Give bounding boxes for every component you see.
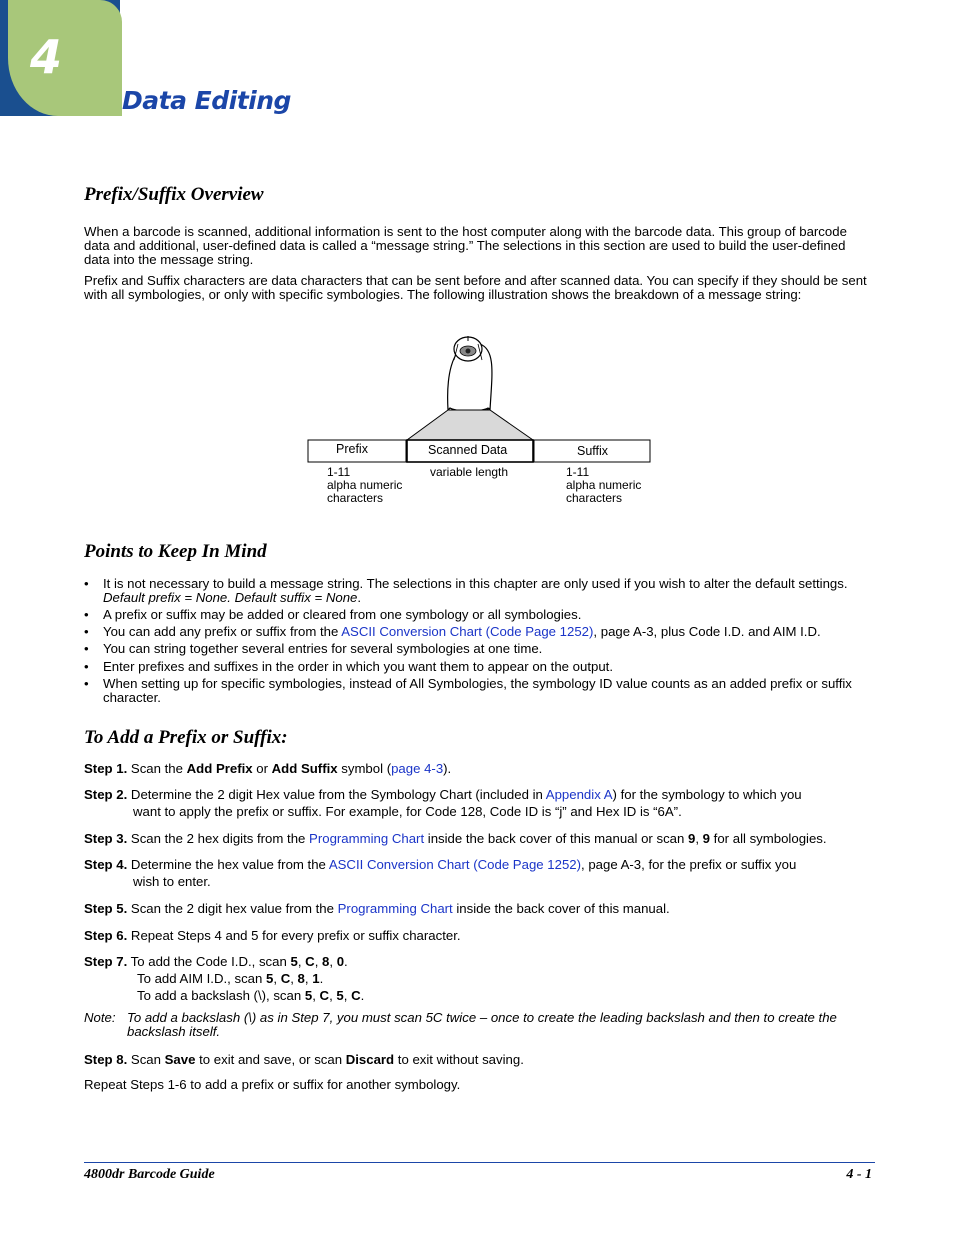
step-text: inside the back cover of this manual.	[452, 901, 670, 916]
diagram-prefix-desc2: characters	[327, 491, 384, 505]
diagram-suffix-label: Suffix	[577, 444, 609, 458]
code-9: 9	[688, 831, 696, 846]
list-item: • Enter prefixes and suffixes in the order in which you want them to appear on the output.	[84, 660, 874, 676]
bullet-text: You can string together several entries for several symbologies at one time.	[103, 641, 543, 656]
footer-rule	[84, 1162, 875, 1163]
code-char: C	[351, 988, 361, 1003]
list-item: • You can string together several entries for several symbologies at one time.	[84, 642, 874, 658]
step-8	[84, 1051, 874, 1068]
code-char: 8	[297, 971, 305, 986]
note-label: Note:	[84, 1010, 116, 1025]
step-text: Determine the 2 digit Hex value from the Symbology Chart (included in	[127, 787, 546, 802]
step-label: Step 6.	[84, 928, 128, 943]
section-heading-prefix-suffix-overview: Prefix/Suffix Overview	[84, 184, 264, 205]
ascii-conversion-chart-link[interactable]: ASCII Conversion Chart (Code Page 1252)	[328, 857, 582, 872]
diagram-prefix-range: 1-11	[327, 465, 351, 479]
diagram-suffix-desc1: alpha numeric	[566, 478, 642, 492]
discard-term: Discard	[345, 1052, 395, 1067]
diagram-scanned-data-label: Scanned Data	[428, 443, 508, 457]
step-text: to exit and save, or scan	[195, 1052, 346, 1067]
step-1	[84, 760, 874, 777]
step-label: Step 3.	[84, 831, 128, 846]
step-text: To add the Code I.D., scan	[127, 954, 291, 969]
step-6	[84, 927, 874, 944]
add-prefix-term: Add Prefix	[186, 761, 253, 776]
step-text: want to apply the prefix or suffix. For example, for Code 128, Code ID is “j” and Hex ID is “6A”.	[133, 804, 682, 819]
bullet-text: .	[357, 590, 362, 605]
add-suffix-term: Add Suffix	[271, 761, 338, 776]
step-text: for all symbologies.	[710, 831, 827, 846]
appendix-a-link[interactable]: Appendix A	[545, 787, 613, 802]
scanner-icon	[448, 336, 492, 413]
chapter-title: Data Editing	[122, 86, 291, 115]
step-text: To add a backslash (\), scan	[137, 988, 305, 1003]
code-char: 1	[312, 971, 320, 986]
step-3	[84, 830, 874, 847]
code-char: 5	[290, 954, 298, 969]
bullet-text: You can add any prefix or suffix from the	[103, 624, 342, 639]
step-label: Step 2.	[84, 787, 128, 802]
step-text: Determine the hex value from the	[127, 857, 329, 872]
list-item: • You can add any prefix or suffix from the ASCII Conversion Chart (Code Page 1252), page A-3, plus Code I.D. and AIM I.D.	[84, 624, 821, 639]
step-text: To add AIM I.D., scan	[137, 971, 267, 986]
programming-chart-link[interactable]: Programming Chart	[337, 901, 453, 916]
step-label: Step 7.	[84, 954, 128, 969]
step-5	[84, 900, 874, 917]
note-text: To add a backslash (\) as in Step 7, you must scan 5C twice – once to create the leading backslash and then to create the backslash itself.	[127, 1010, 837, 1039]
list-item: • A prefix or suffix may be added or cleared from one symbology or all symbologies.	[84, 608, 874, 624]
ascii-conversion-chart-link[interactable]: ASCII Conversion Chart (Code Page 1252)	[341, 624, 594, 639]
step-text: ) for the symbology to which you	[612, 787, 802, 802]
step-text: inside the back cover of this manual or scan	[424, 831, 688, 846]
code-char: C	[280, 971, 291, 986]
diagram-suffix-desc2: characters	[566, 491, 623, 505]
code-9: 9	[702, 831, 711, 846]
bullet-text: A prefix or suffix may be added or cleared from one symbology or all symbologies.	[103, 607, 582, 622]
overview-paragraph-1: When a barcode is scanned, additional information is sent to the host computer along with the barcode data. This group of barcode data and additional, user-defined data is called a “message string.” The selections in this section are used to build the user-defined data into the message string.	[84, 224, 847, 267]
diagram-prefix-desc1: alpha numeric	[327, 478, 403, 492]
step-text: , page A-3, for the prefix or suffix you	[581, 857, 797, 872]
repeat-instructions: Repeat Steps 1-6 to add a prefix or suffix for another symbology.	[84, 1077, 461, 1092]
programming-chart-link[interactable]: Programming Chart	[309, 831, 425, 846]
step-text: ,	[695, 831, 703, 846]
bullet-text: Enter prefixes and suffixes in the order in which you want them to appear on the output.	[103, 659, 613, 674]
bullet-text: When setting up for specific symbologies, instead of All Symbologies, the symbology ID value counts as an added prefix or suffix character.	[103, 676, 852, 705]
chapter-number: 4	[30, 30, 63, 84]
step-2	[84, 786, 874, 820]
step-text: to exit without saving.	[394, 1052, 524, 1067]
section-heading-points-to-keep-in-mind: Points to Keep In Mind	[84, 541, 267, 562]
step-text: Scan	[127, 1052, 165, 1067]
bullet-text: It is not necessary to build a message string. The selections in this chapter are only used if you wish to alter the default settings.	[103, 576, 848, 591]
page-4-3-link[interactable]: page 4-3	[391, 761, 444, 776]
step-text: ).	[443, 761, 452, 776]
section-heading-to-add-prefix-or-suffix: To Add a Prefix or Suffix:	[84, 727, 288, 748]
code-char: C	[305, 954, 315, 969]
overview-paragraph-2: Prefix and Suffix characters are data characters that can be sent before and after scanned data. You can specify if they should be sent with all symbologies, or only with specific symbologies. The following illustration shows the breakdown of a message string:	[84, 273, 867, 302]
list-item: • When setting up for specific symbologies, instead of All Symbologies, the symbology ID value counts as an added prefix or suffix character.	[84, 677, 874, 707]
code-char: C	[319, 988, 330, 1003]
step-label: Step 8.	[84, 1052, 128, 1067]
step-text: or	[252, 761, 272, 776]
footer-guide-title: 4800dr Barcode Guide	[84, 1167, 215, 1182]
step-text: symbol (	[337, 761, 392, 776]
step-label: Step 1.	[84, 761, 128, 776]
note	[84, 1011, 874, 1039]
bullet-text: , page A-3, plus Code I.D. and AIM I.D.	[593, 624, 821, 639]
step-text: Repeat Steps 4 and 5 for every prefix or suffix character.	[127, 928, 461, 943]
bullet-defaults: Default prefix = None. Default suffix = None	[103, 590, 358, 605]
diagram-scanned-desc: variable length	[430, 465, 509, 479]
code-char: 5	[336, 988, 344, 1003]
footer-page-number: 4 - 1	[846, 1167, 872, 1182]
diagram-prefix-label: Prefix	[336, 442, 368, 456]
code-char: 5	[266, 971, 274, 986]
save-term: Save	[164, 1052, 196, 1067]
step-4	[84, 856, 874, 890]
step-text: Scan the 2 hex digits from the	[127, 831, 310, 846]
code-char: 0	[336, 954, 345, 969]
code-char: 8	[322, 954, 330, 969]
list-item: • It is not necessary to build a message string. The selections in this chapter are only used if you wish to alter the default settings. Default prefix = None. Default suffix = None.	[84, 576, 848, 605]
step-label: Step 4.	[84, 857, 128, 872]
step-label: Step 5.	[84, 901, 128, 916]
step-text: Scan the 2 digit hex value from the	[127, 901, 338, 916]
code-char: 5	[304, 988, 313, 1003]
diagram-suffix-range: 1-11	[566, 465, 590, 479]
step-7: Step 7. To add the Code I.D., scan 5, C, 8, 0. To add AIM I.D., scan 5, C, 8, 1. To add a backslash (\), scan 5, C, 5, C.	[84, 954, 365, 1003]
step-text: Scan the	[127, 761, 187, 776]
step-text: wish to enter.	[133, 874, 211, 889]
